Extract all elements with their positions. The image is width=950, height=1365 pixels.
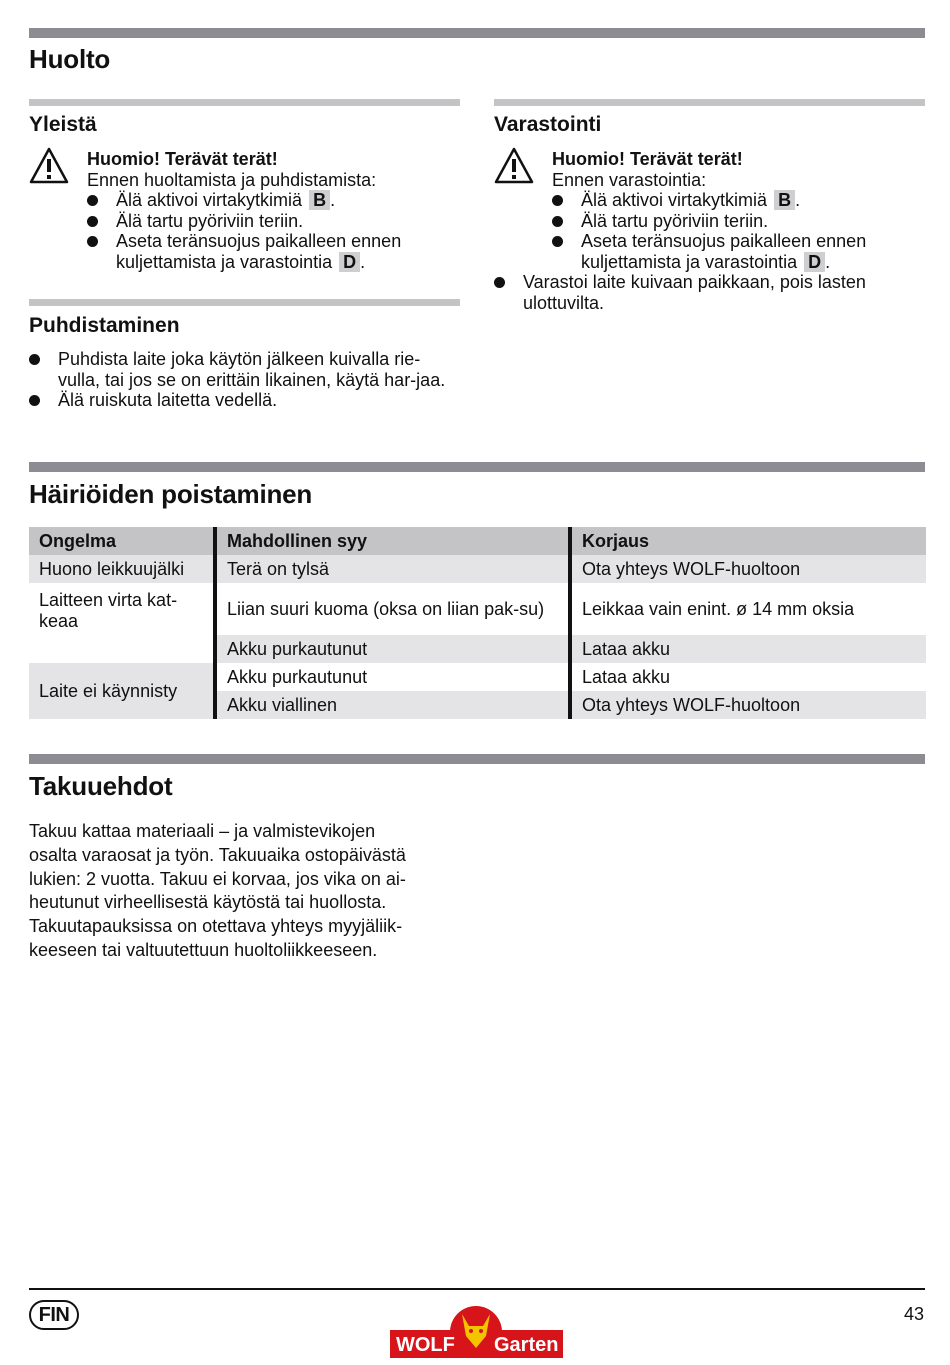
- heading-hairiot: Häiriöiden poistaminen: [29, 479, 313, 509]
- heading-puhdistaminen: Puhdistaminen: [29, 314, 180, 337]
- list-item: [87, 231, 457, 272]
- warning-triangle-icon: [29, 147, 69, 185]
- warning-title: Huomio! Terävät terät!: [87, 149, 278, 169]
- warning-list: [87, 190, 457, 272]
- section-bar-huolto: [29, 28, 925, 38]
- table-cell: Akku purkautunut: [215, 635, 570, 663]
- table-cell: Laitteen virta kat-keaa: [29, 583, 215, 663]
- item-after: .: [795, 190, 801, 210]
- list-item: [87, 211, 457, 232]
- subsection-bar-varastointi: [494, 99, 925, 106]
- subsection-bar-puhdistaminen: [29, 299, 460, 306]
- table-row: [29, 583, 926, 635]
- warning-list: [552, 190, 922, 272]
- logo-text-right: Garten: [494, 1334, 559, 1356]
- puhdistaminen-list: [29, 349, 462, 411]
- table-cell: Akku viallinen: [215, 691, 570, 719]
- table-cell: Lataa akku: [570, 635, 926, 663]
- figure-badge: B: [774, 190, 795, 210]
- figure-badge: B: [309, 190, 330, 210]
- table-cell: Leikkaa vain enint. ø 14 mm oksia: [570, 583, 926, 635]
- subsection-bar-yleista: [29, 99, 460, 106]
- list-item: Varastoi laite kuivaan paikkaan, pois lasten ulottuvilta.: [494, 272, 925, 313]
- warranty-line: lukien: 2 vuotta. Takuu ei korvaa, jos vika on ai-: [29, 868, 406, 889]
- warning-text: [552, 149, 922, 272]
- list-item: Älä ruiskuta laitetta vedellä.: [29, 390, 462, 411]
- item-after: .: [360, 251, 366, 272]
- table-row: [29, 663, 926, 691]
- section-bar-hairiot: [29, 462, 925, 472]
- table-cell: Lataa akku: [570, 663, 926, 691]
- heading-varastointi: Varastointi: [494, 113, 602, 136]
- warning-intro: Ennen varastointia:: [552, 169, 707, 190]
- table-row: [29, 555, 926, 583]
- figure-badge: D: [804, 252, 825, 272]
- list-item: [552, 190, 922, 211]
- varastointi-extra-list: [494, 272, 925, 313]
- heading-takuu: Takuuehdot: [29, 771, 173, 801]
- item-after: .: [825, 251, 831, 272]
- page-number: 43: [903, 1304, 924, 1324]
- table-cell: Liian suuri kuoma (oksa on liian pak-su): [215, 583, 570, 635]
- warranty-line: keeseen tai valtuutettuun huoltoliikkeeseen.: [29, 939, 378, 960]
- warning-intro: Ennen huoltamista ja puhdistamista:: [87, 169, 377, 190]
- warning-yleista: [29, 149, 460, 279]
- item-text: Aseta teränsuojus paikalleen ennen kuljettamista ja varastointia: [581, 231, 867, 272]
- section-bar-takuu: [29, 754, 925, 764]
- warning-triangle-icon: [494, 147, 534, 185]
- warranty-paragraph: [29, 820, 469, 963]
- list-item: Puhdista laite joka käytön jälkeen kuivalla rie-vulla, tai jos se on erittäin likainen, käytä har-jaa.: [29, 349, 462, 390]
- warning-text: [87, 149, 457, 272]
- figure-badge: D: [339, 252, 360, 272]
- item-after: .: [330, 190, 336, 210]
- column-header: Ongelma: [29, 527, 215, 555]
- table-cell: Huono leikkuujälki: [29, 555, 215, 583]
- footer-rule: [29, 1288, 925, 1290]
- list-item: [552, 231, 922, 272]
- item-text: Älä tartu pyöriviin teriin.: [581, 210, 769, 231]
- list-item: [552, 211, 922, 232]
- logo-graphic: [390, 1306, 563, 1360]
- logo-text-left: WOLF: [396, 1334, 455, 1356]
- table-cell: Terä on tylsä: [215, 555, 570, 583]
- item-text: Älä aktivoi virtakytkimiä: [581, 190, 768, 210]
- item-text: Älä aktivoi virtakytkimiä: [116, 190, 303, 210]
- table-cell: Ota yhteys WOLF-huoltoon: [570, 691, 926, 719]
- troubleshooting-table: [29, 527, 926, 719]
- column-header: Mahdollinen syy: [215, 527, 570, 555]
- item-text: Aseta teränsuojus paikalleen ennen kuljettamista ja varastointia: [116, 231, 402, 272]
- wolf-garten-logo: [390, 1306, 563, 1360]
- table-header-row: [29, 527, 926, 555]
- item-text: Älä tartu pyöriviin teriin.: [116, 210, 304, 231]
- warning-title: Huomio! Terävät terät!: [552, 149, 743, 169]
- warranty-line: Takuutapauksissa on otettava yhteys myyjäliik-: [29, 916, 403, 937]
- language-badge: FIN: [29, 1300, 79, 1330]
- column-header: Korjaus: [570, 527, 926, 555]
- table-cell: Akku purkautunut: [215, 663, 570, 691]
- list-item: [87, 190, 457, 211]
- warranty-line: osalta varaosat ja työn. Takuuaika ostopäivästä: [29, 844, 406, 865]
- warning-varastointi: [494, 149, 925, 274]
- table-cell: Ota yhteys WOLF-huoltoon: [570, 555, 926, 583]
- heading-yleista: Yleistä: [29, 113, 97, 136]
- warranty-line: heutunut virheellisestä käytöstä tai huollosta.: [29, 892, 387, 913]
- warranty-line: Takuu kattaa materiaali – ja valmistevikojen: [29, 821, 376, 841]
- heading-huolto: Huolto: [29, 44, 111, 74]
- table-cell: Laite ei käynnisty: [29, 663, 215, 719]
